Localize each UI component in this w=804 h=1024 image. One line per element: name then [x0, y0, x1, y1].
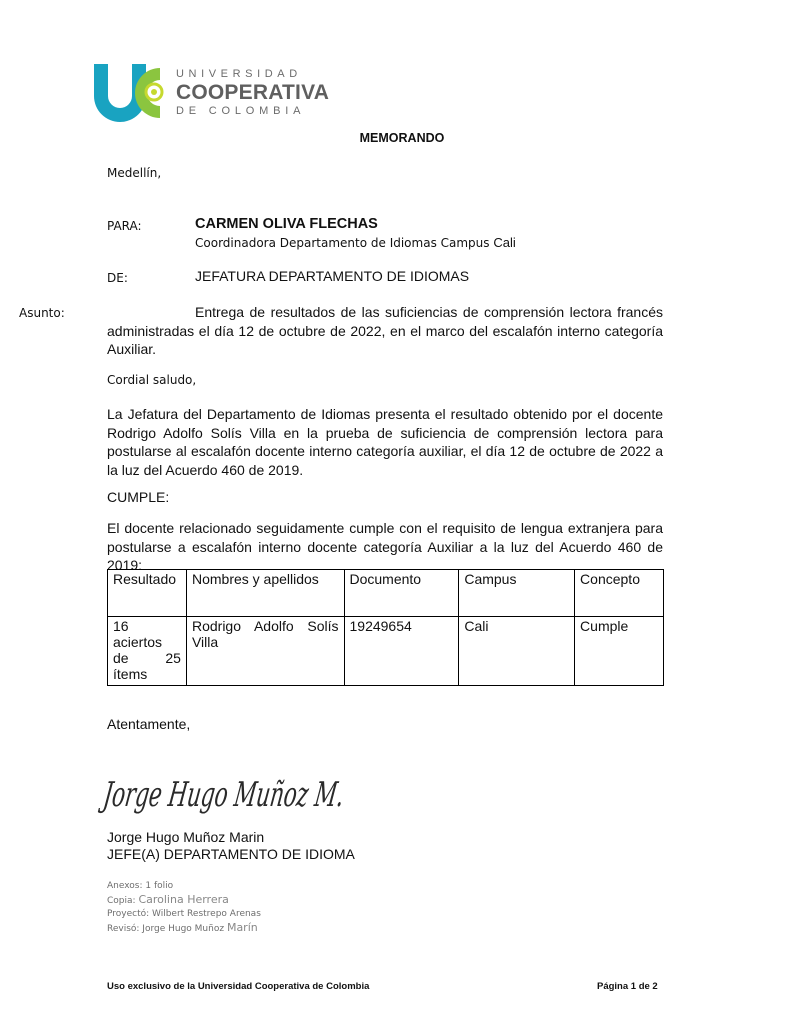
table-row [108, 617, 664, 686]
recipient-role [195, 235, 516, 250]
signer-name: Jorge Hugo Muñoz Marin [107, 829, 265, 845]
recipient-name: CARMEN OLIVA FLECHAS [195, 216, 378, 232]
body-paragraph-1: La Jefatura del Departamento de Idiomas presenta el resultado obtenido por el docente Rodrigo Adolfo Solís Villa en la prueba de suficiencia de comprensión lectora para postularse al escalafón docente interno categoría auxiliar, el día 12 de octubre de 2022 a la luz del Acuerdo 460 de 2019. [107, 406, 663, 478]
footer-page-number: Página 1 de 2 [597, 981, 658, 992]
annex-reviso-label: Revisó: Jorge Hugo Muñoz [107, 924, 225, 934]
annex-reviso-tail: Marín [226, 921, 258, 934]
table-header-cell: Campus [459, 570, 575, 617]
annex-copia-name: Carolina Herrera [138, 893, 229, 906]
table-header-row [108, 570, 664, 617]
logo-line-1: UNIVERSIDAD [176, 68, 302, 80]
handwritten-signature [100, 758, 488, 828]
footer-left: Uso exclusivo de la Universidad Cooperativa de Colombia [107, 981, 370, 992]
annex-anexos: Anexos: 1 folio [107, 881, 174, 891]
annex-reviso [107, 921, 261, 936]
city-line: Medellín, [107, 166, 162, 180]
logo-line-3: DE COLOMBIA [176, 105, 306, 117]
table-cell-campus: Cali [459, 617, 575, 686]
cumple-heading: CUMPLE: [107, 489, 170, 505]
results-table [107, 569, 664, 686]
sender-value: JEFATURA DEPARTAMENTO DE IDIOMAS [195, 268, 470, 284]
signature-scribble: Jorge Hugo Muñoz M. [100, 775, 488, 815]
table-header-cell: Documento [344, 570, 459, 617]
subject-text: Entrega de resultados de las suficiencias de comprensión lectora francés administradas el día 12 de octubre de 2022, en el marco del escalafón interno categoría Auxiliar. [107, 304, 663, 357]
annex-copia-label: Copia: [107, 896, 136, 906]
recipient-role-prefix: Coordinadora Departamento de Idiomas Campus [195, 236, 490, 250]
subject-label: Asunto: [19, 306, 65, 320]
annex-copia [107, 893, 261, 908]
logo-line-2: COOPERATIVA [176, 81, 330, 104]
table-cell-nombre: Rodrigo Adolfo Solís Villa [186, 617, 344, 686]
table-cell-resultado: 16 aciertos de 25 ítems [108, 617, 187, 686]
closing: Atentamente, [107, 716, 191, 732]
recipient-role-city: Cali [493, 235, 516, 250]
memo-title: MEMORANDO [359, 131, 445, 145]
body-paragraph-2: El docente relacionado seguidamente cumple con el requisito de lengua extranjera para postularse a escalafón interno docente categoría Auxiliar a la luz del Acuerdo 460 de 2019: [107, 520, 663, 573]
table-header-cell: Concepto [575, 570, 664, 617]
subject-paragraph [19, 303, 663, 359]
signer-title: JEFE(A) DEPARTAMENTO DE IDIOMA [107, 846, 355, 862]
logo-wordmark [176, 68, 329, 118]
table-cell-documento: 19249654 [344, 617, 459, 686]
table-header-cell: Resultado [108, 570, 187, 617]
de-label: DE: [107, 271, 128, 285]
annex-block [107, 880, 261, 936]
logo-ring-inner [151, 89, 157, 95]
annex-proyecto: Proyectó: Wilbert Restrepo Arenas [107, 909, 261, 919]
table-header-cell: Nombres y apellidos [186, 570, 344, 617]
greeting: Cordial saludo, [107, 373, 197, 387]
para-label: PARA: [107, 219, 142, 233]
table-cell-concepto: Cumple [575, 617, 664, 686]
